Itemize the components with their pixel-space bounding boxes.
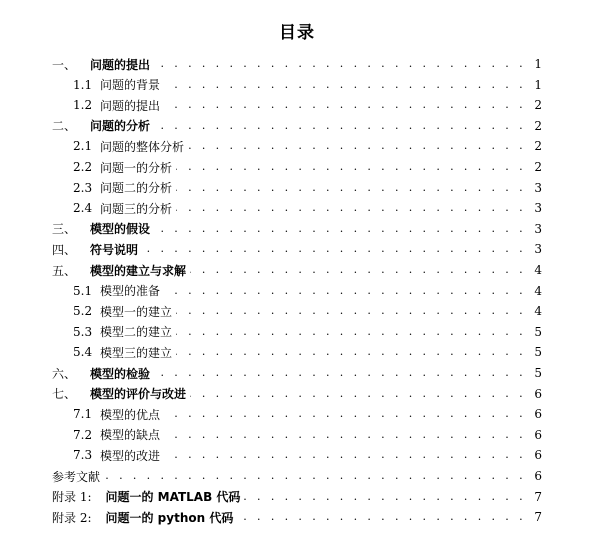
- toc-entry-page-number: 1: [534, 77, 542, 92]
- toc-leader-dots: [164, 428, 526, 442]
- toc-leader-dots: [142, 242, 526, 256]
- toc-entry-label: 问题的整体分析: [100, 139, 185, 154]
- toc-leader-dots: [176, 201, 526, 215]
- toc-entry-number: 2.4: [73, 201, 93, 216]
- toc-entry[interactable]: [52, 384, 542, 404]
- toc-entry-page-number: 2: [534, 139, 542, 154]
- toc-entry-label: 模型的优点: [100, 407, 161, 422]
- toc-leader-dots: [154, 366, 526, 380]
- toc-entry-number: 5.3: [73, 324, 93, 339]
- toc-entry-page-number: 5: [534, 345, 542, 360]
- toc-entry-number: 7.1: [73, 407, 93, 422]
- toc-entry-label: 问题的提出: [90, 57, 151, 72]
- toc-entry[interactable]: [52, 260, 542, 280]
- toc-entry-label: 模型的建立与求解: [90, 263, 187, 278]
- toc-entry-page-number: 6: [534, 407, 542, 422]
- toc-entry-page-number: 2: [534, 118, 542, 133]
- toc-leader-dots: [176, 160, 526, 174]
- toc-entry-label: 模型的改进: [100, 448, 161, 463]
- toc-entry-label: 问题二的分析: [100, 181, 173, 196]
- toc-entry-page-number: 6: [534, 448, 542, 463]
- toc-entry-label: 参考文献: [52, 469, 101, 484]
- toc-entry-page-number: 6: [534, 427, 542, 442]
- toc-entry-number: 附录 1:: [52, 490, 92, 505]
- toc-entry[interactable]: [73, 404, 542, 424]
- toc-entry-label: 问题一的 python 代码: [105, 510, 234, 525]
- toc-entry-label: 模型三的建立: [100, 345, 173, 360]
- toc-leader-dots: [164, 98, 526, 112]
- toc-entry[interactable]: [73, 95, 542, 115]
- toc-leader-dots: [164, 284, 526, 298]
- toc-entry-page-number: 4: [534, 283, 542, 298]
- toc-entry-page-number: 4: [534, 304, 542, 319]
- toc-entry-page-number: 2: [534, 160, 542, 174]
- toc-entry[interactable]: [52, 219, 542, 239]
- toc-leader-dots: [244, 490, 526, 504]
- toc-entry-label: 模型一的建立: [100, 304, 173, 319]
- toc-entry-number: 二、: [52, 119, 77, 134]
- toc-entry-page-number: 3: [534, 180, 542, 195]
- toc-entry-page-number: 5: [534, 324, 542, 339]
- toc-entry-page-number: 3: [534, 201, 542, 216]
- toc-entry-number: 四、: [52, 242, 77, 257]
- toc-leader-dots: [176, 345, 526, 359]
- toc-entry[interactable]: [52, 466, 542, 486]
- toc-entry-number: 1.2: [73, 98, 93, 113]
- toc-entry-number: 5.1: [73, 283, 93, 298]
- toc-leader-dots: [154, 57, 526, 71]
- toc-entry-label: 问题的提出: [100, 98, 161, 113]
- toc-entry[interactable]: [52, 487, 542, 507]
- toc-leader-dots: [188, 139, 526, 153]
- toc-entry[interactable]: [73, 425, 542, 445]
- toc-entry-number: 2.1: [73, 139, 93, 154]
- toc-entry-number: 七、: [52, 387, 77, 402]
- toc-entry[interactable]: [52, 239, 542, 259]
- toc-leader-dots: [190, 387, 526, 401]
- toc-entry[interactable]: [73, 342, 542, 362]
- toc-entry-number: 5.2: [73, 304, 93, 319]
- toc-entry-label: 模型的假设: [90, 222, 151, 237]
- toc-leader-dots: [176, 181, 526, 195]
- toc-entry-label: 模型的准备: [100, 284, 161, 299]
- toc-entry[interactable]: [73, 281, 542, 301]
- toc-entry[interactable]: [73, 75, 542, 95]
- toc-entry-page-number: 3: [534, 221, 542, 236]
- toc-entry-page-number: 6: [534, 469, 542, 483]
- toc-leader-dots: [154, 119, 526, 133]
- toc-entry-page-number: 7: [534, 510, 542, 525]
- toc-leader-dots: [164, 407, 526, 421]
- toc-leader-dots: [164, 448, 526, 462]
- toc-title: 目录: [279, 23, 315, 43]
- toc-entry-page-number: 7: [534, 489, 542, 504]
- toc-entry-page-number: 5: [534, 366, 542, 380]
- toc-entry-number: 7.2: [73, 427, 93, 442]
- toc-entry-number: 五、: [52, 263, 77, 278]
- toc-entry-number: 2.3: [73, 180, 93, 195]
- toc-entry-label: 模型的缺点: [100, 428, 161, 443]
- toc-entry[interactable]: [73, 198, 542, 218]
- toc-entry-page-number: 2: [534, 98, 542, 113]
- toc-entry[interactable]: [52, 116, 542, 136]
- toc-entry-label: 模型的评价与改进: [90, 387, 187, 402]
- toc-entry-page-number: 4: [534, 263, 542, 277]
- toc-leader-dots: [154, 222, 526, 236]
- toc-entry[interactable]: [73, 157, 542, 177]
- toc-entry-number: 7.3: [73, 448, 93, 463]
- toc-leader-dots: [237, 510, 526, 524]
- toc-leader-dots: [176, 325, 526, 339]
- toc-entry[interactable]: [73, 445, 542, 465]
- toc-entry[interactable]: [52, 363, 542, 383]
- toc-entry-number: 一、: [52, 57, 77, 72]
- toc-entry[interactable]: [73, 136, 542, 156]
- toc-entry[interactable]: [73, 178, 542, 198]
- toc-entry-label: 问题的背景: [100, 78, 161, 93]
- toc-entry[interactable]: [73, 322, 542, 342]
- toc-entry-number: 2.2: [73, 160, 93, 174]
- toc-entry-number: 六、: [52, 366, 77, 381]
- toc-entry-label: 问题三的分析: [100, 201, 173, 216]
- toc-leader-dots: [190, 263, 526, 277]
- toc-entry[interactable]: [73, 301, 542, 321]
- toc-entry-number: 5.4: [73, 345, 93, 360]
- toc-entry-page-number: 1: [534, 57, 542, 71]
- toc-entry[interactable]: [52, 54, 542, 74]
- toc-entry-label: 问题的分析: [90, 119, 151, 134]
- toc-entry[interactable]: [52, 507, 542, 527]
- toc-entry-label: 模型二的建立: [100, 325, 173, 340]
- toc-entry-number: 附录 2:: [52, 510, 92, 525]
- toc-entry-page-number: 3: [534, 242, 542, 257]
- toc-entry-page-number: 6: [534, 386, 542, 401]
- toc-entry-number: 三、: [52, 222, 77, 237]
- toc-leader-dots: [176, 304, 526, 318]
- toc-entry-number: 1.1: [73, 77, 93, 92]
- toc-entry-label: 问题一的分析: [100, 160, 173, 175]
- toc-entry-label: 符号说明: [90, 242, 139, 257]
- toc-entry-label: 问题一的 MATLAB 代码: [105, 490, 241, 505]
- toc-leader-dots: [104, 469, 526, 483]
- toc-leader-dots: [164, 78, 526, 92]
- toc-entry-label: 模型的检验: [90, 366, 151, 381]
